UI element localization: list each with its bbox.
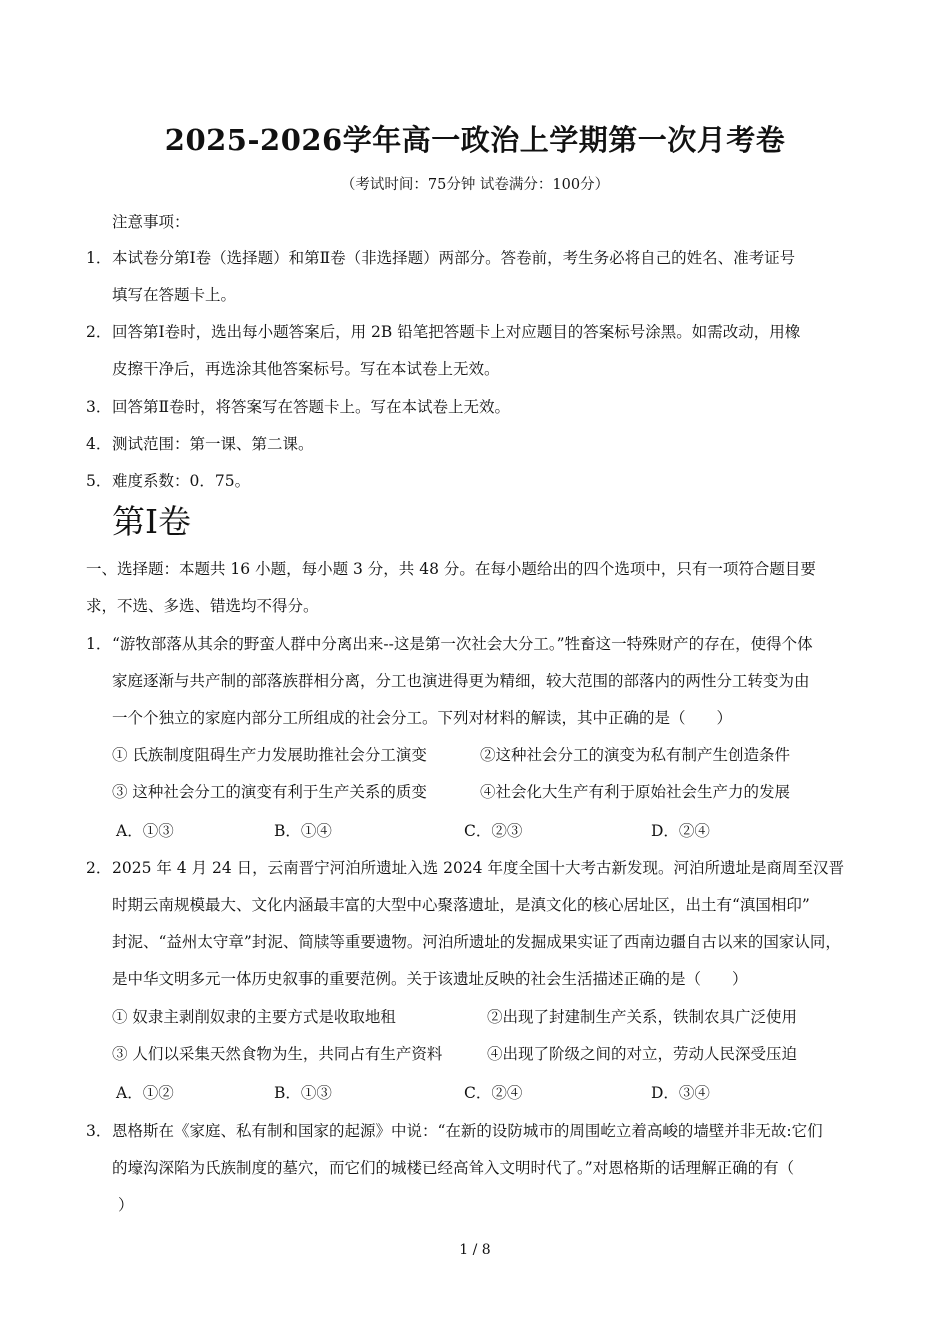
notice-item-line: 回答第Ⅰ卷时，选出每小题答案后，用 2B 铅笔把答题卡上对应题目的答案标号涂黑。如需改动，用橡: [112, 323, 801, 341]
answer-option[interactable]: D．②④: [651, 822, 710, 840]
question-stem-line: 的壕沟深陷为氏族制度的墓穴，而它们的城楼已经高耸入文明时代了。”对恩格斯的话理解正确的有（: [112, 1159, 795, 1177]
answer-option[interactable]: C．②③: [464, 822, 523, 840]
question-number: 1．: [86, 635, 112, 653]
statement: ① 氏族制度阻碍生产力发展助推社会分工演变: [112, 746, 427, 764]
section-title: 第Ⅰ卷: [112, 502, 192, 541]
statement: ④社会化大生产有利于原始社会生产力的发展: [480, 783, 791, 801]
statement: ②出现了封建制生产关系，铁制农具广泛使用: [487, 1008, 798, 1026]
question-stem-line: 2025 年 4 月 24 日，云南晋宁河泊所遗址入选 2024 年度全国十大考古新发现。河泊所遗址是商周至汉晋: [112, 859, 844, 877]
statement: ③ 这种社会分工的演变有利于生产关系的质变: [112, 783, 427, 801]
statement: ③ 人们以采集天然食物为生，共同占有生产资料: [112, 1045, 443, 1063]
notice-item-number: 4．: [86, 435, 112, 453]
question-stem-line: 家庭逐渐与共产制的部落族群相分离，分工也演进得更为精细，较大范围的部落内的两性分工转变为由: [112, 672, 810, 690]
notice-item-number: 5．: [86, 472, 112, 490]
statement: ②这种社会分工的演变为私有制产生创造条件: [480, 746, 791, 764]
notice-heading: 注意事项：: [112, 213, 190, 231]
question-stem-line: 一个个独立的家庭内部分工所组成的社会分工。下列对材料的解读，其中正确的是（ ）: [112, 709, 733, 727]
answer-option[interactable]: D．③④: [651, 1084, 710, 1102]
notice-item-line: 难度系数：0．75。: [112, 472, 251, 490]
notice-item-number: 3．: [86, 398, 112, 416]
statement: ① 奴隶主剥削奴隶的主要方式是收取地租: [112, 1008, 396, 1026]
part-instruction: 求，不选、多选、错选均不得分。: [86, 597, 319, 615]
notice-item-line: 回答第Ⅱ卷时，将答案写在答题卡上。写在本试卷上无效。: [112, 398, 511, 416]
notice-item-line: 皮擦干净后，再选涂其他答案标号。写在本试卷上无效。: [112, 360, 500, 378]
question-stem-line: ）: [118, 1196, 134, 1214]
answer-option[interactable]: C．②④: [464, 1084, 523, 1102]
statement: ④出现了阶级之间的对立，劳动人民深受压迫: [487, 1045, 798, 1063]
notice-item-line: 填写在答题卡上。: [112, 286, 237, 304]
notice-item-number: 1．: [86, 249, 112, 267]
answer-option[interactable]: A．①③: [116, 822, 174, 840]
notice-item-line: 测试范围：第一课、第二课。: [112, 435, 314, 453]
question-stem-line: “游牧部落从其余的野蛮人群中分离出来--这是第一次社会大分工。”牲畜这一特殊财产的存在，使得个体: [112, 635, 813, 653]
question-stem-line: 是中华文明多元一体历史叙事的重要范例。关于该遗址反映的社会生活描述正确的是（ ）: [112, 970, 748, 988]
question-number: 2．: [86, 859, 112, 877]
notice-item-number: 2．: [86, 323, 112, 341]
answer-option[interactable]: A．①②: [116, 1084, 174, 1102]
exam-subtitle: （考试时间：75分钟 试卷满分：100分）: [340, 177, 610, 193]
part-instruction: 一、选择题：本题共 16 小题，每小题 3 分，共 48 分。在每小题给出的四个选项中，只有一项符合题目要: [86, 560, 816, 578]
question-number: 3．: [86, 1122, 112, 1140]
notice-item-line: 本试卷分第Ⅰ卷（选择题）和第Ⅱ卷（非选择题）两部分。答卷前，考生务必将自己的姓名、准考证号: [112, 249, 796, 267]
question-stem-line: 时期云南规模最大、文化内涵最丰富的大型中心聚落遗址，是滇文化的核心居址区，出土有“滇国相印”: [112, 896, 810, 914]
answer-option[interactable]: B．①③: [274, 1084, 332, 1102]
answer-option[interactable]: B．①④: [274, 822, 332, 840]
question-stem-line: 封泥、“益州太守章”封泥、简牍等重要遗物。河泊所遗址的发掘成果实证了西南边疆自古以来的国家认同，: [112, 933, 841, 951]
page-number: 1 / 8: [459, 1242, 491, 1258]
question-stem-line: 恩格斯在《家庭、私有制和国家的起源》中说：“在新的设防城市的周围屹立着高峻的墙壁并非无故:它们: [112, 1122, 823, 1140]
exam-title: 2025-2026学年高一政治上学期第一次月考卷: [164, 123, 786, 157]
